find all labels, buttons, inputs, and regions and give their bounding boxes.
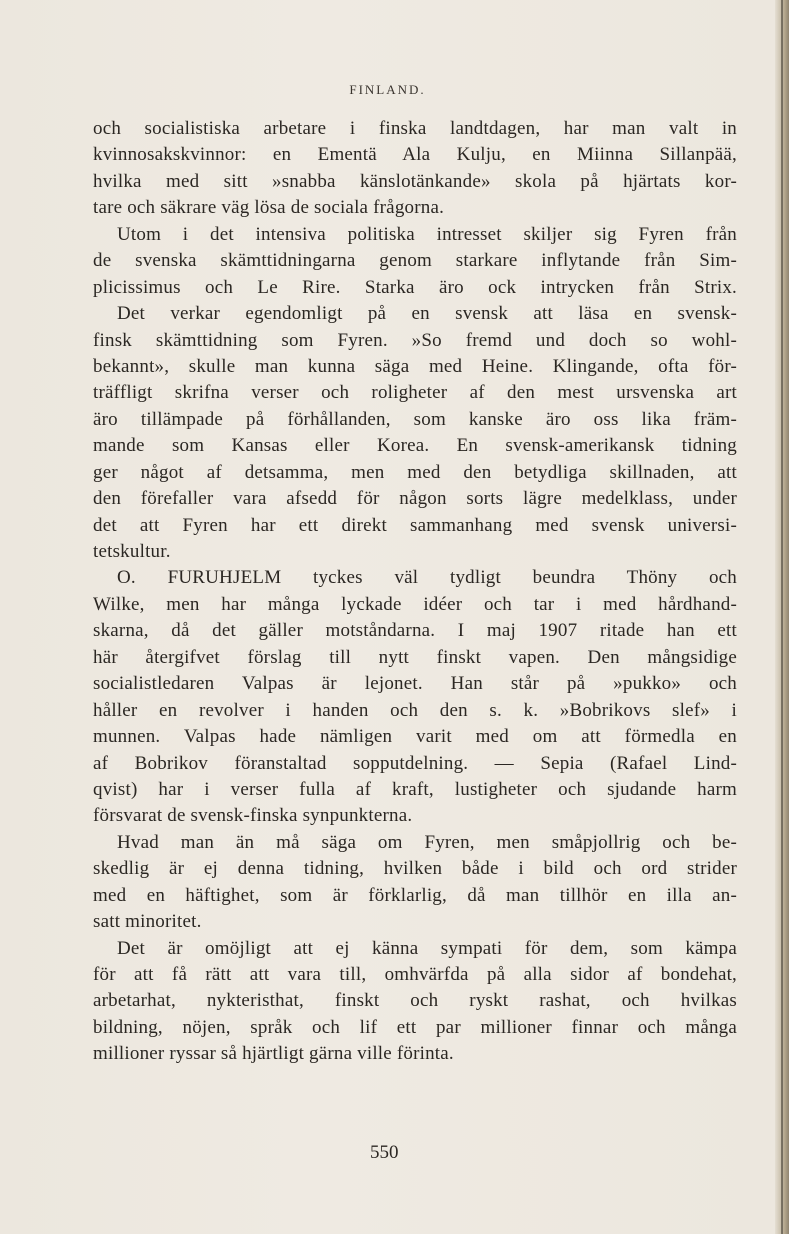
text-line: mande som Kansas eller Korea. En svensk-amerikansk tidning	[93, 435, 737, 457]
text-line: för att få rätt att vara till, omhvärfda på alla sidor af bondehat,	[93, 964, 737, 985]
text-line: Hvad man än må säga om Fyren, men småpjollrig och be-	[117, 831, 737, 853]
text-line: bekannt», skulle man kunna säga med Heine. Klingande, ofta för-	[93, 355, 737, 377]
text-line: millioner ryssar så hjärtligt gärna ville förinta.	[93, 1043, 454, 1065]
text-line: Utom i det intensiva politiska intresset skiljer sig Fyren från	[117, 223, 737, 245]
text-line: kvinnosakskvinnor: en Ementä Ala Kulju, en Miinna Sillanpää,	[93, 144, 737, 166]
text-line: bildning, nöjen, språk och lif ett par millioner finnar och många	[93, 1016, 737, 1038]
text-line: ger något af detsamma, men med den betydliga skillnaden, att	[93, 461, 737, 483]
text-line: plicissimus och Le Rire. Starka äro ock intrycken från Strix.	[93, 276, 737, 298]
text-line: hvilka med sitt »snabba känslotänkande» skola på hjärtats kor-	[93, 170, 737, 192]
text-line: munnen. Valpas hade nämligen varit med om att förmedla en	[93, 726, 737, 748]
text-line: socialistledaren Valpas är lejonet. Han står på »pukko» och	[93, 673, 737, 695]
text-line: Det är omöjligt att ej känna sympati för dem, som kämpa	[117, 937, 737, 959]
text-line: tetskultur.	[93, 541, 171, 562]
text-line: och socialistiska arbetare i finska landtdagen, har man valt in	[93, 118, 737, 139]
text-line: det att Fyren har ett direkt sammanhang med svensk universi-	[93, 514, 737, 536]
text-line: qvist) har i verser fulla af kraft, lustigheter och sjudande harm	[93, 778, 737, 800]
text-line: de svenska skämttidningarna genom starkare inflytande från Sim-	[93, 250, 737, 272]
text-line: satt minoritet.	[93, 911, 202, 933]
text-line: försvarat de svensk-finska synpunkterna.	[93, 805, 413, 827]
text-line: träffligt skrifna verser och roligheter af den mest ursvenska art	[93, 382, 737, 404]
running-head: FINLAND.	[349, 82, 426, 97]
text-line: Wilke, men har många lyckade idéer och tar i med hårdhand-	[93, 593, 737, 615]
text-line: skarna, då det gäller motståndarna. I maj 1907 ritade han ett	[93, 620, 737, 642]
text-line: här återgifvet förslag till nytt finskt vapen. Den mångsidige	[93, 646, 737, 668]
text-line: arbetarhat, nykteristhat, finskt och ryskt rashat, och hvilkas	[93, 990, 737, 1012]
text-line: den förefaller vara afsedd för någon sorts lägre medelklass, under	[93, 488, 737, 510]
body-text	[93, 116, 737, 1068]
text-line: Det verkar egendomligt på en svensk att läsa en svensk-	[117, 303, 737, 325]
text-line: af Bobrikov föranstaltad sopputdelning. — Sepia (Rafael Lind-	[93, 752, 737, 774]
page-number: 550	[370, 1142, 399, 1163]
text-line: skedlig är ej denna tidning, hvilken både i bild och ord strider	[93, 858, 737, 880]
text-line: håller en revolver i handen och den s. k. »Bobrikovs slef» i	[93, 699, 737, 721]
text-line: äro tillämpade på förhållanden, som kanske äro oss lika främ-	[93, 408, 737, 430]
text-line: O. FURUHJELM tyckes väl tydligt beundra Thöny och	[117, 567, 737, 589]
text-line: tare och säkrare väg lösa de sociala frågorna.	[93, 197, 445, 219]
text-line: finsk skämttidning som Fyren. »So fremd und doch so wohl-	[93, 329, 737, 351]
text-line: med en häftighet, som är förklarlig, då man tillhör en illa an-	[93, 884, 737, 906]
page-edge	[775, 0, 789, 1234]
